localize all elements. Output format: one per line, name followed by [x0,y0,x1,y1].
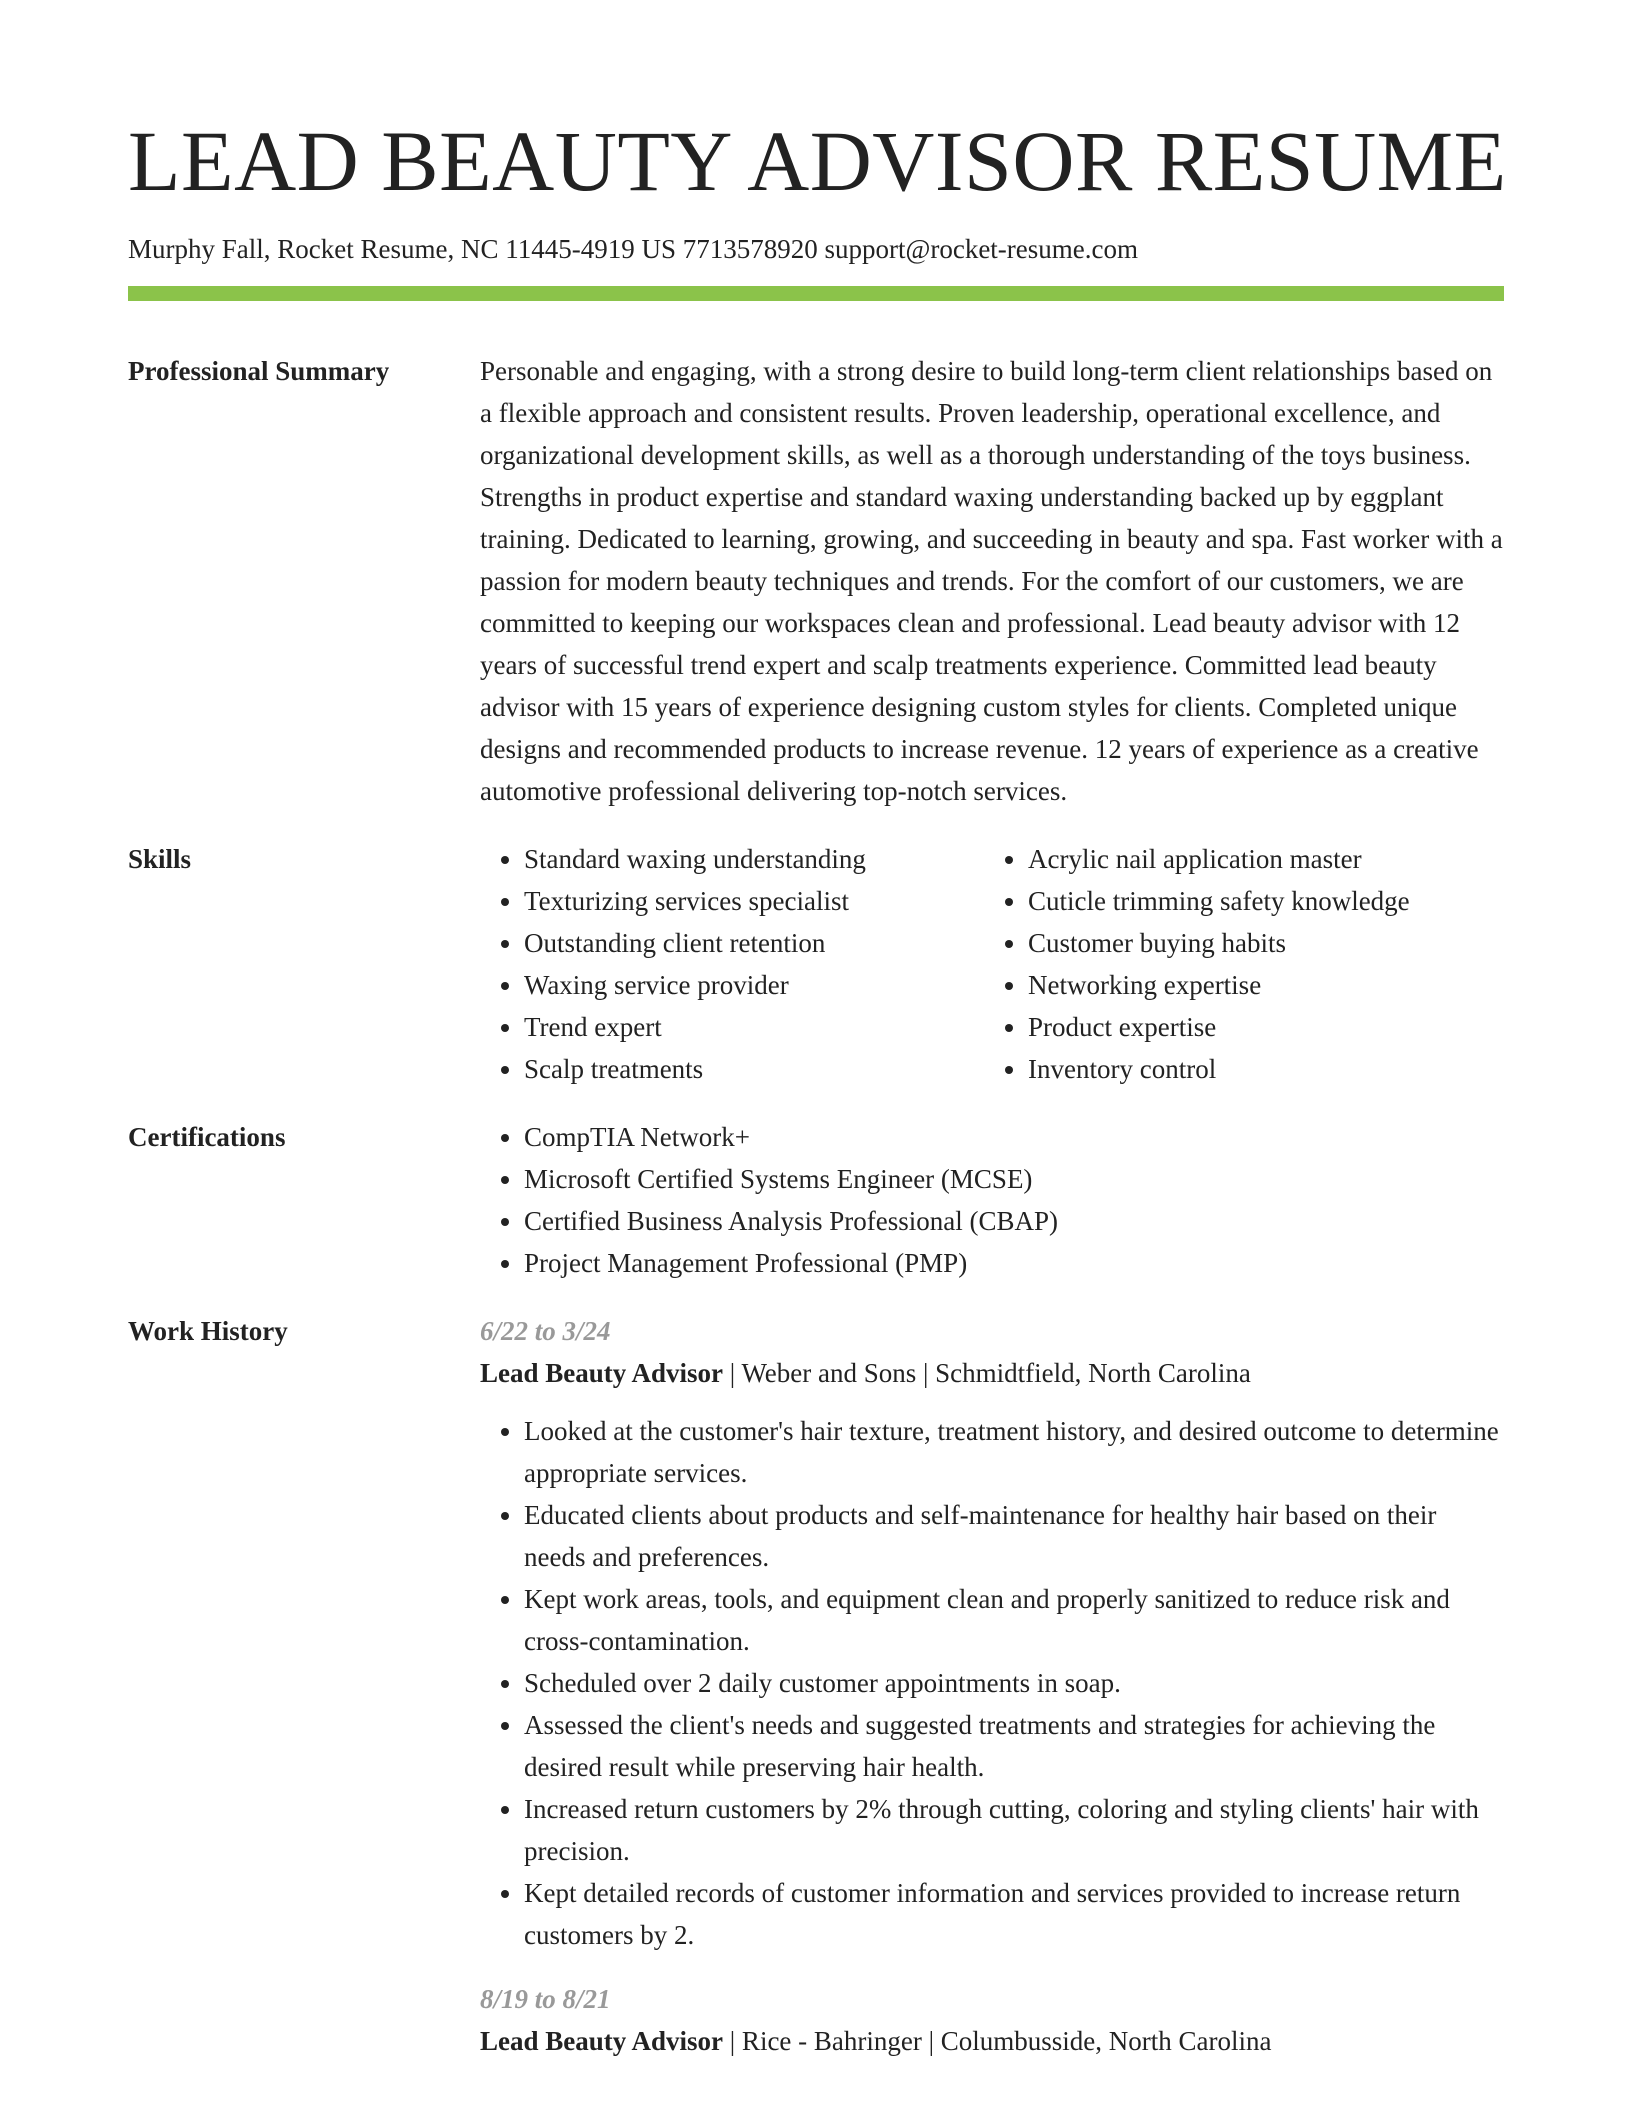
job-bullet: • Assessed the client's needs and suggested treatments and strategies for achieving the desired result while preserving hair health. [524,1704,1504,1788]
skill-item: • Scalp treatments [524,1048,984,1090]
skills-list-right [984,838,1488,1090]
job-bullet: • Scheduled over 2 daily customer appointments in soap. [524,1662,1504,1704]
certification-item: • Project Management Professional (PMP) [524,1242,1504,1284]
skill-item: • Cuticle trimming safety knowledge [1028,880,1488,922]
certifications-body [480,1116,1504,1284]
skills-list-left [480,838,984,1090]
skills-column-left [480,838,984,1090]
section-label-certifications: Certifications [128,1122,286,1152]
skill-item: • Waxing service provider [524,964,984,1006]
skill-item: • Customer buying habits [1028,922,1488,964]
skill-item: • Acrylic nail application master [1028,838,1488,880]
skill-item: • Product expertise [1028,1006,1488,1048]
section-work-history [128,1310,1504,2084]
job-title: Lead Beauty Advisor [480,2026,724,2056]
skill-item: • Standard waxing understanding [524,838,984,880]
skill-item: • Trend expert [524,1006,984,1048]
job-bullet: • Increased return customers by 2% through cutting, coloring and styling clients' hair with precision. [524,1788,1504,1872]
accent-divider [128,286,1504,301]
skills-body [480,838,1504,1090]
job-title: Lead Beauty Advisor [480,1358,724,1388]
skill-item: • Texturizing services specialist [524,880,984,922]
job-bullet: • Kept detailed records of customer information and services provided to increase return customers by 2. [524,1872,1504,1956]
section-skills [128,838,1504,1090]
certification-item: • CompTIA Network+ [524,1116,1504,1158]
job-bullets [480,1410,1504,1956]
section-certifications [128,1116,1504,1284]
skill-item: • Inventory control [1028,1048,1488,1090]
job-heading [480,2020,1504,2062]
job-bullet: • Kept work areas, tools, and equipment clean and properly sanitized to reduce risk and cross-contamination. [524,1578,1504,1662]
job-heading [480,1352,1504,1394]
job-bullet: • Looked at the customer's hair texture, treatment history, and desired outcome to determine appropriate services. [524,1410,1504,1494]
section-professional-summary [128,350,1504,812]
work-history-body [480,1310,1504,2084]
job-dates: 8/19 to 8/21 [480,1984,611,2014]
section-label-summary: Professional Summary [128,356,390,386]
section-label-work-history: Work History [128,1316,288,1346]
skills-column-right [984,838,1488,1090]
summary-body [480,350,1504,812]
job-bullet: • Educated clients about products and self-maintenance for healthy hair based on their needs and preferences. [524,1494,1504,1578]
certification-item: • Certified Business Analysis Professional (CBAP) [524,1200,1504,1242]
certifications-list [480,1116,1504,1284]
resume-title: LEAD BEAUTY ADVISOR RESUME [128,113,1507,209]
contact-line: Murphy Fall, Rocket Resume, NC 11445-4919 US 7713578920 support@rocket-resume.com [128,234,1138,264]
skill-item: • Outstanding client retention [524,922,984,964]
job-entry [480,1310,1504,1956]
section-label-skills: Skills [128,844,192,874]
job-entry [480,1978,1504,2062]
job-details: | Weber and Sons | Schmidtfield, North Carolina [723,1358,1251,1388]
skill-item: • Networking expertise [1028,964,1488,1006]
job-dates: 6/22 to 3/24 [480,1316,611,1346]
certification-item: • Microsoft Certified Systems Engineer (MCSE) [524,1158,1504,1200]
resume-sections [128,350,1504,2110]
summary-text: Personable and engaging, with a strong desire to build long-term client relationships based on a flexible approach and consistent results. Proven leadership, operational excellence, and organizational development skills, as well as a thorough understanding of the toys business. Strengths in product expertise and standard waxing understanding backed up by eggplant training. Dedicated to learning, growing, and succeeding in beauty and spa. Fast worker with a passion for modern beauty techniques and trends. For the comfort of our customers, we are committed to keeping our workspaces clean and professional. Lead beauty advisor with 12 years of successful trend expert and scalp treatments experience. Committed lead beauty advisor with 15 years of experience designing custom styles for clients. Completed unique designs and recommended products to increase revenue. 12 years of experience as a creative automotive professional delivering top-notch services. [480,356,1503,806]
job-details: | Rice - Bahringer | Columbusside, North Carolina [723,2026,1272,2056]
